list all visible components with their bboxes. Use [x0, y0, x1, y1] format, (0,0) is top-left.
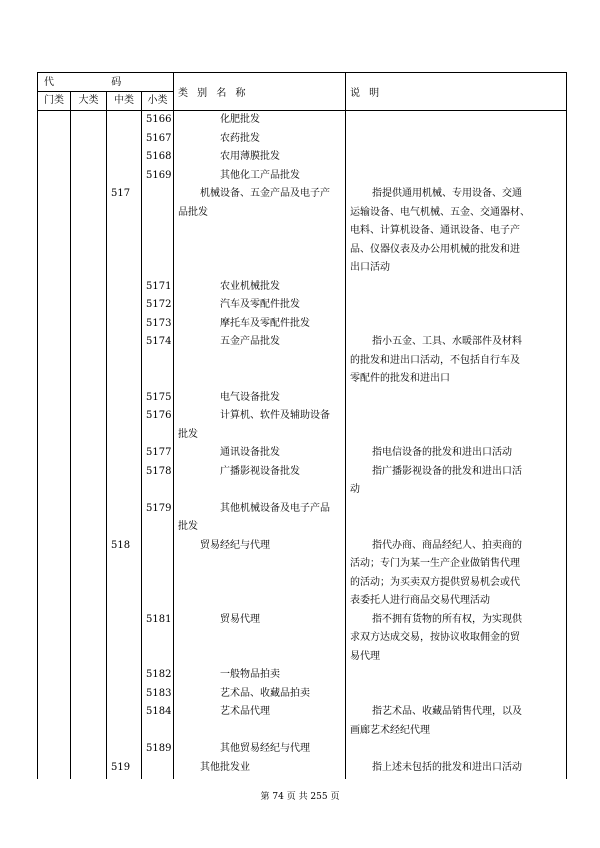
category-name-line: 化肥批发 — [220, 114, 260, 125]
description-line: 画廊艺术经纪代理 — [350, 724, 430, 736]
zhong-class-code — [107, 463, 141, 482]
xiao-class-code: 5168 — [146, 151, 172, 162]
description-line: 活动；专门为某一生产企业做销售代理 — [350, 558, 520, 569]
spacer — [107, 481, 141, 500]
description-line — [346, 315, 566, 334]
spacer — [142, 370, 173, 389]
description-line: 的活动；为买卖双方提供贸易机会或代 — [350, 576, 520, 588]
spacer — [107, 555, 141, 574]
description-line: 表委托人进行商品交易代理活动 — [350, 595, 490, 606]
category-name-line: 品批发 — [178, 206, 208, 218]
category-name-line — [174, 648, 345, 667]
category-name-line: 农药批发 — [220, 132, 260, 144]
description-line: 求双方达成交易，按协议收取佣金的贸 — [350, 632, 520, 643]
category-name-line: 机械设备、五金产品及电子产 — [200, 188, 330, 199]
spacer — [107, 222, 141, 241]
xiao-class-column — [142, 111, 174, 780]
xiao-class-code: 5169 — [146, 169, 172, 181]
description-line: 指不拥有货物的所有权，为实现供 — [372, 613, 522, 625]
spacer — [142, 648, 173, 667]
zhong-class-code — [107, 278, 141, 297]
spacer — [107, 241, 141, 260]
description-header-label: 说 明 — [350, 88, 383, 99]
description-line — [346, 111, 566, 130]
xiao-class-code: 5174 — [146, 336, 172, 347]
description-column — [346, 111, 567, 780]
description-line: 指提供通用机械、专用设备、交通 — [372, 188, 522, 199]
category-name-line — [174, 259, 345, 278]
xiao-class-code — [142, 759, 173, 778]
spacer — [142, 204, 173, 223]
spacer — [142, 481, 173, 500]
classification-table — [37, 72, 567, 779]
code-header-right: 码 — [111, 77, 122, 88]
spacer — [107, 592, 141, 611]
description-line: 指电信设备的批发和进出口活动 — [372, 447, 512, 458]
description-line: 零配件的批发和进出口 — [350, 373, 450, 384]
category-name-line: 批发 — [178, 428, 198, 440]
category-name-line — [174, 574, 345, 593]
description-line — [346, 740, 566, 759]
zhong-class-code — [107, 611, 141, 630]
spacer — [142, 241, 173, 260]
description-line: 易代理 — [350, 650, 380, 662]
xiao-class-code: 5176 — [146, 410, 172, 421]
zhong-class-column — [107, 111, 142, 780]
zhong-class-code — [107, 111, 141, 130]
description-line — [346, 685, 566, 704]
code-header — [38, 73, 174, 92]
category-name-line — [174, 352, 345, 371]
description-line: 出口活动 — [350, 262, 390, 273]
category-name-line: 其他批发业 — [200, 761, 250, 773]
code-header-left: 代 — [44, 77, 54, 88]
category-name-line — [174, 722, 345, 741]
category-name-line — [174, 555, 345, 574]
da-class-column — [71, 111, 107, 780]
spacer — [107, 722, 141, 741]
category-name-line: 广播影视设备批发 — [220, 465, 300, 477]
zhong-class-code — [107, 685, 141, 704]
description-line — [346, 518, 566, 537]
xiao-class-header: 小类 — [142, 92, 174, 111]
description-line: 电料、计算机设备、通讯设备、电子产 — [350, 225, 520, 236]
xiao-class-code: 5172 — [146, 299, 172, 310]
category-name-column — [174, 111, 346, 780]
spacer — [107, 352, 141, 371]
xiao-class-code: 5184 — [146, 706, 172, 717]
zhong-class-code — [107, 407, 141, 426]
zhong-class-code — [107, 444, 141, 463]
category-name-line: 汽车及零配件批发 — [220, 299, 300, 310]
spacer — [107, 204, 141, 223]
category-name-line: 其他机械设备及电子产品 — [220, 502, 330, 514]
page-footer: 第 74 页 共 255 页 — [260, 792, 340, 802]
xiao-class-code — [142, 537, 173, 556]
zhong-class-code — [107, 333, 141, 352]
category-name-line: 通讯设备批发 — [220, 447, 280, 458]
xiao-class-code: 5181 — [146, 613, 172, 625]
spacer — [142, 352, 173, 371]
category-name-header-label: 类 别 名 称 — [178, 88, 249, 99]
men-class-column — [38, 111, 71, 780]
category-name-header — [174, 73, 346, 111]
category-name-line: 批发 — [178, 521, 198, 532]
spacer — [142, 555, 173, 574]
spacer — [142, 426, 173, 445]
category-name-line: 贸易代理 — [220, 613, 260, 625]
spacer — [142, 518, 173, 537]
zhong-class-code — [107, 389, 141, 408]
category-name-line — [174, 222, 345, 241]
spacer — [142, 629, 173, 648]
spacer — [107, 518, 141, 537]
xiao-class-code: 5182 — [146, 669, 172, 680]
description-line: 运输设备、电气机械、五金、交通器材、 — [350, 206, 530, 218]
zhong-class-code — [107, 666, 141, 685]
description-line: 动 — [350, 484, 360, 495]
spacer — [142, 574, 173, 593]
category-name-line — [174, 629, 345, 648]
zhong-class-code — [107, 148, 141, 167]
description-line — [346, 407, 566, 426]
category-name-line: 五金产品批发 — [220, 336, 280, 347]
category-name-line: 农用薄膜批发 — [220, 151, 280, 162]
xiao-class-code: 5167 — [146, 132, 172, 144]
category-name-line: 其他化工产品批发 — [220, 169, 300, 181]
spacer — [142, 722, 173, 741]
description-line: 品、仪器仪表及办公用机械的批发和进 — [350, 243, 520, 255]
zhong-class-code — [107, 167, 141, 186]
xiao-class-code — [142, 185, 173, 204]
zhong-class-code — [107, 703, 141, 722]
zhong-class-code — [107, 500, 141, 519]
xiao-class-code: 5179 — [146, 502, 172, 514]
spacer — [142, 259, 173, 278]
description-line: 指广播影视设备的批发和进出口活 — [372, 465, 522, 477]
zhong-class-header: 中类 — [107, 92, 142, 111]
spacer — [107, 574, 141, 593]
description-line — [346, 500, 566, 519]
zhong-class-code: 518 — [111, 539, 131, 551]
category-name-line: 贸易经纪与代理 — [200, 539, 270, 551]
zhong-class-code — [107, 130, 141, 149]
description-line — [346, 296, 566, 315]
spacer — [107, 370, 141, 389]
description-line — [346, 389, 566, 408]
spacer — [107, 648, 141, 667]
xiao-class-code: 5166 — [146, 114, 172, 125]
spacer — [107, 426, 141, 445]
category-name-line — [174, 481, 345, 500]
spacer — [142, 592, 173, 611]
category-name-line — [174, 370, 345, 389]
description-line: 指艺术品、收藏品销售代理，以及 — [372, 706, 522, 717]
xiao-class-code: 5175 — [146, 391, 172, 403]
xiao-class-code: 5173 — [146, 317, 172, 329]
category-name-line: 其他贸易经纪与代理 — [220, 743, 310, 754]
xiao-class-code: 5183 — [146, 687, 172, 699]
category-name-line: 一般物品拍卖 — [220, 669, 280, 680]
spacer — [107, 629, 141, 648]
description-line: 的批发和进出口活动，不包括自行车及 — [350, 354, 520, 366]
description-line — [346, 426, 566, 445]
category-name-line: 摩托车及零配件批发 — [220, 317, 310, 329]
description-line — [346, 130, 566, 149]
description-line — [346, 666, 566, 685]
zhong-class-code: 517 — [111, 188, 131, 199]
description-line — [346, 278, 566, 297]
zhong-class-code — [107, 740, 141, 759]
category-name-line — [174, 592, 345, 611]
category-name-line: 电气设备批发 — [220, 391, 280, 403]
zhong-class-code: 519 — [111, 761, 131, 773]
zhong-class-code — [107, 296, 141, 315]
men-class-header: 门类 — [38, 92, 71, 111]
description-line: 指小五金、工具、水暖部件及材料 — [372, 336, 522, 347]
description-line — [346, 148, 566, 167]
spacer — [142, 222, 173, 241]
da-class-header: 大类 — [71, 92, 107, 111]
spacer — [107, 259, 141, 278]
xiao-class-code: 5177 — [146, 447, 172, 458]
description-line: 指代办商、商品经纪人、拍卖商的 — [372, 539, 522, 551]
description-line: 指上述未包括的批发和进出口活动 — [372, 761, 522, 773]
xiao-class-code: 5171 — [146, 280, 172, 292]
category-name-line: 计算机、软件及辅助设备 — [220, 410, 330, 421]
description-header — [346, 73, 567, 111]
category-name-line: 艺术品、收藏品拍卖 — [220, 687, 310, 699]
category-name-line: 艺术品代理 — [220, 706, 270, 717]
zhong-class-code — [107, 315, 141, 334]
description-line — [346, 167, 566, 186]
category-name-line: 农业机械批发 — [220, 280, 280, 292]
category-name-line — [174, 241, 345, 260]
xiao-class-code: 5178 — [146, 465, 172, 477]
xiao-class-code: 5189 — [146, 743, 172, 754]
